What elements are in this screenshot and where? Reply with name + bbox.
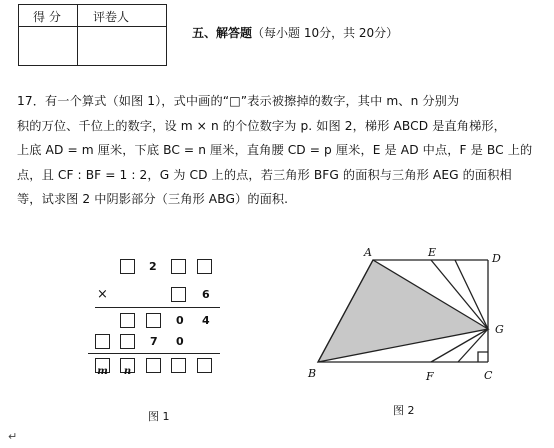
label-f: F [426, 370, 434, 383]
grader-header: 评卷人 [93, 10, 130, 24]
score-header: 得 分 [33, 10, 61, 24]
multiply-sign: × [97, 287, 108, 302]
label-e: E [428, 246, 437, 259]
problem-line: 等，试求图 2 中阴影部分（三角形 ABG）的面积. [17, 192, 289, 206]
problem-line: 上底 AD = m 厘米，下底 BC = n 厘米，直角腰 CD = p 厘米，E 是 AD 中点，F 是 BC 上的 [17, 143, 533, 157]
m-box: m [95, 358, 110, 373]
digit-0: 0 [176, 335, 184, 348]
paragraph-mark: ↵ [8, 430, 18, 443]
label-b: B [308, 367, 317, 380]
digit-7: 7 [150, 335, 158, 348]
digit-0: 0 [176, 314, 184, 327]
problem-line: 积的万位、千位上的数字，设 m × n 的个位数字为 p. 如图 2，梯形 ABCD 是直角梯形， [17, 118, 506, 133]
label-g: G [495, 323, 504, 336]
label-c: C [484, 369, 493, 382]
section-title: 五、解答题 [192, 26, 253, 40]
digit-2: 2 [149, 260, 157, 273]
problem-line: 17．有一个算式（如图 1），式中画的“□”表示被擦掉的数字，其中 m、n 分别为 [17, 94, 460, 108]
figure-2-caption: 图 2 [393, 404, 415, 417]
digit-4: 4 [202, 314, 210, 327]
label-d: D [492, 252, 501, 265]
section-note: （每小题 10分，共 20分） [252, 26, 399, 40]
right-angle-mark [478, 352, 488, 362]
problem-line: 点，且 CF : BF = 1 : 2，G 为 CD 上的点，若三角形 BFG 的面积与三角形 AEG 的面积相 [17, 167, 512, 182]
label-a: A [364, 246, 372, 259]
figure-1-caption: 图 1 [148, 410, 170, 423]
digit-6: 6 [202, 288, 210, 301]
n-box: n [120, 358, 135, 373]
